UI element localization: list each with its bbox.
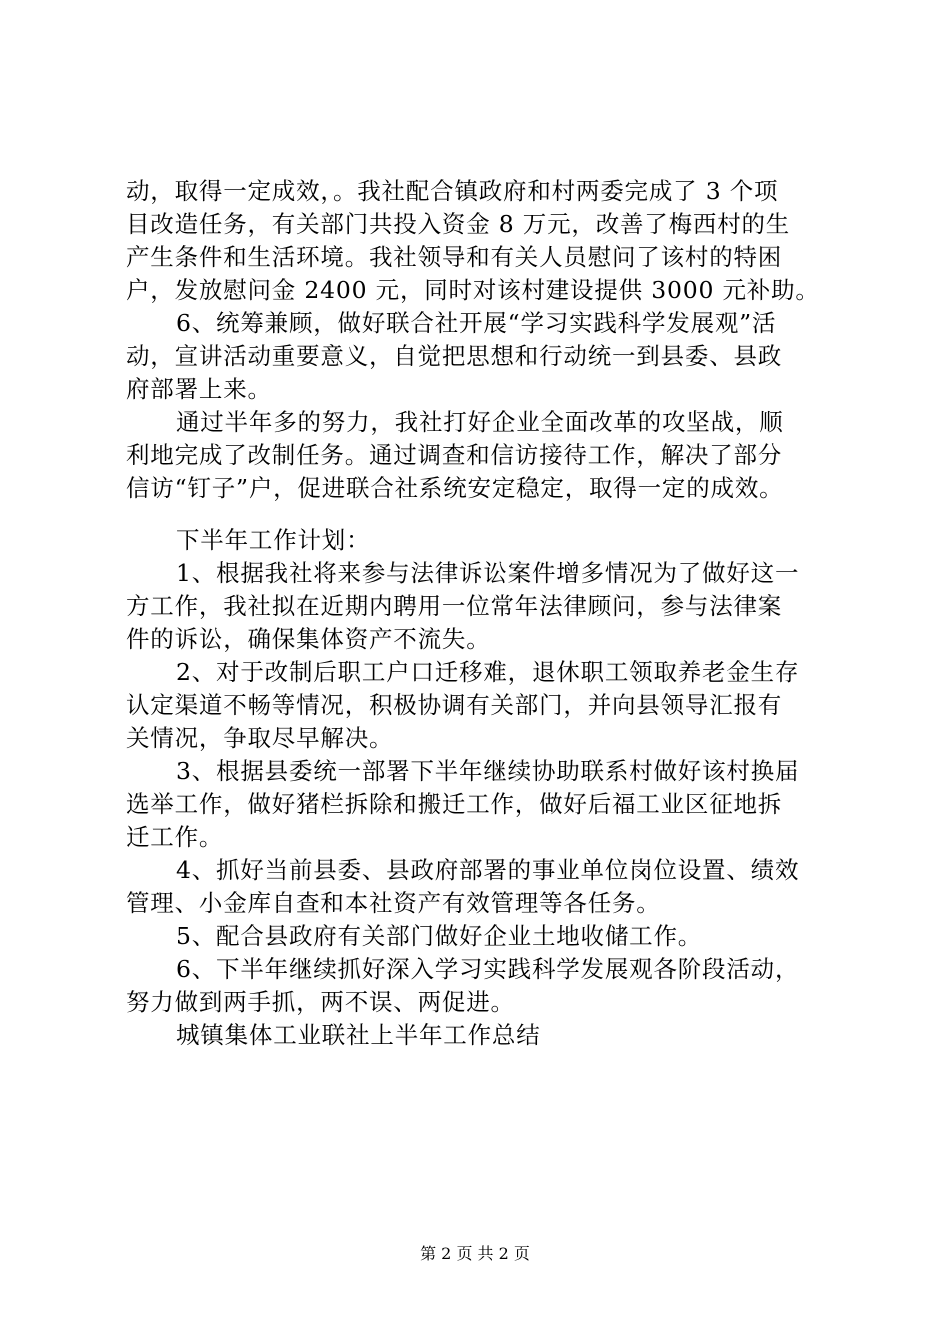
body-text-line: 产生条件和生活环境。我社领导和有关人员慰问了该村的特困 [126,243,783,271]
body-text-line: 6、统筹兼顾，做好联合社开展“学习实践科学发展观”活 [176,309,777,337]
body-text-line: 管理、小金库自查和本社资产有效管理等各任务。 [126,889,661,917]
body-text-line: 努力做到两手抓，两不误、两促进。 [126,988,515,1016]
body-text-line: 认定渠道不畅等情况，积极协调有关部门，并向县领导汇报有 [126,691,783,719]
body-text-line: 3、根据县委统一部署下半年继续协助联系村做好该村换届 [176,757,800,785]
document-title-line: 城镇集体工业联社上半年工作总结 [176,1021,541,1049]
body-text-line: 4、抓好当前县委、县政府部署的事业单位岗位设置、绩效 [176,856,800,884]
body-text-line: 1、根据我社将来参与法律诉讼案件增多情况为了做好这一 [176,559,800,587]
body-text-line: 方工作，我社拟在近期内聘用一位常年法律顾问，参与法律案 [126,592,783,620]
body-text-line: 府部署上来。 [126,375,272,403]
page-footer: 第 2 页 共 2 页 [420,1244,530,1263]
body-text-line: 户，发放慰问金 2400 元，同时对该村建设提供 3000 元补助。 [126,276,820,304]
section-heading: 下半年工作计划： [176,526,371,554]
body-text-line: 动，取得一定成效，。我社配合镇政府和村两委完成了 3 个项 [126,177,779,205]
body-text-line: 利地完成了改制任务。通过调查和信访接待工作，解决了部分 [126,441,783,469]
body-text-line: 信访“钉子”户，促进联合社系统安定稳定，取得一定的成效。 [126,474,784,502]
body-text-line: 选举工作，做好猪栏拆除和搬迁工作，做好后福工业区征地拆 [126,790,783,818]
body-text-line: 目改造任务，有关部门共投入资金 8 万元，改善了梅西村的生 [126,210,791,238]
body-text-line: 6、下半年继续抓好深入学习实践科学发展观各阶段活动， [176,955,800,983]
body-text-line: 关情况，争取尽早解决。 [126,724,394,752]
body-text-line: 件的诉讼，确保集体资产不流失。 [126,625,491,653]
body-text-line: 迁工作。 [126,823,224,851]
body-text-line: 5、配合县政府有关部门做好企业土地收储工作。 [176,922,703,950]
body-text-line: 通过半年多的努力，我社打好企业全面改革的攻坚战，顺 [176,408,784,436]
body-text-line: 动，宣讲活动重要意义，自觉把思想和行动统一到县委、县政 [126,342,783,370]
body-text-line: 2、对于改制后职工户口迁移难，退休职工领取养老金生存 [176,658,800,686]
